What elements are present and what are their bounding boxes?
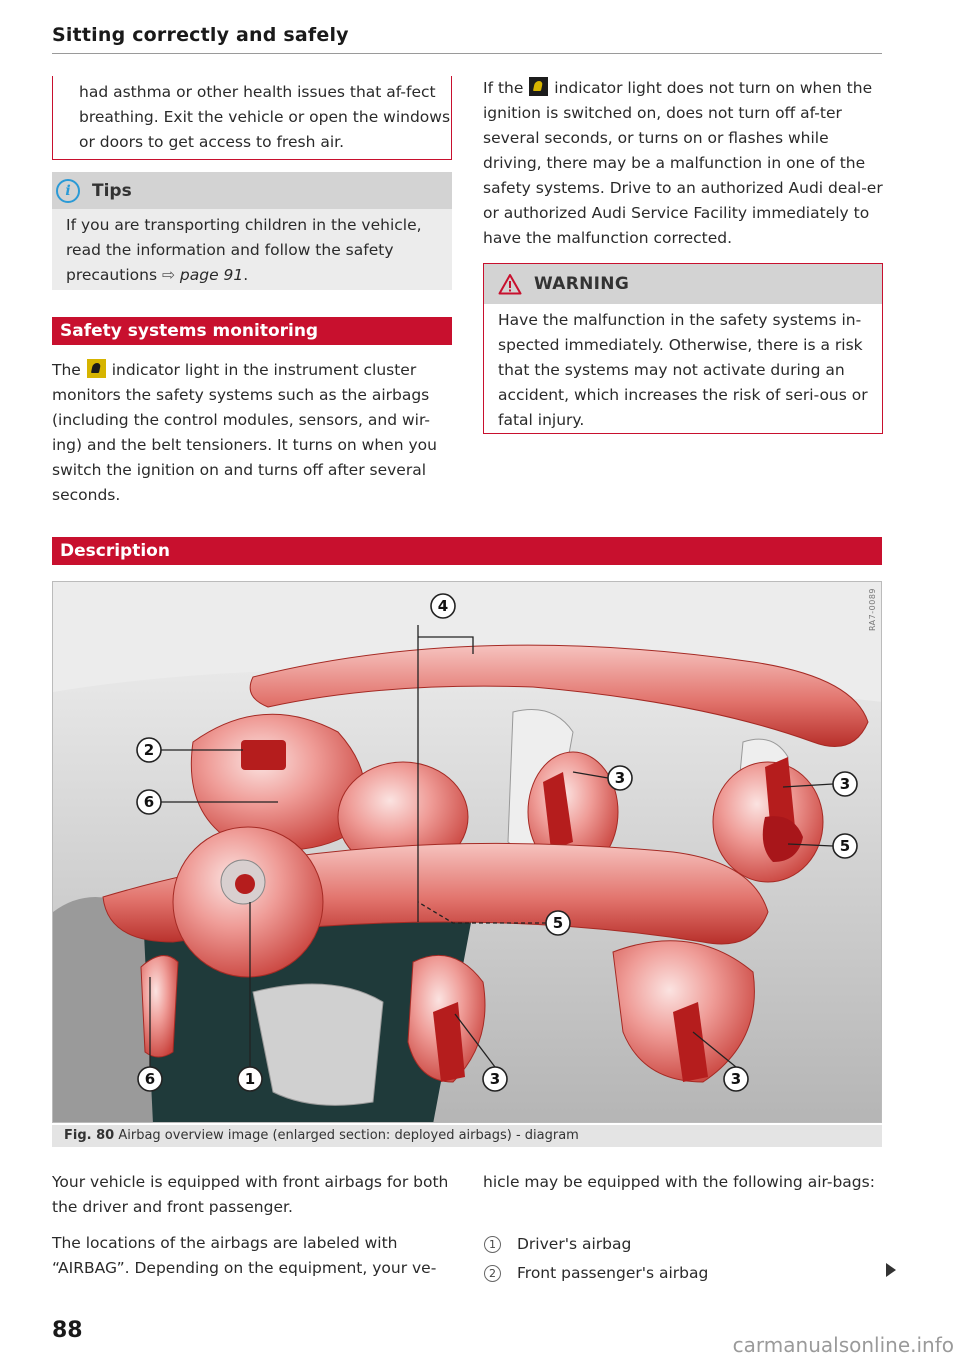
seat-cushion-shape: [253, 984, 383, 1105]
airbag-diagram-figure: [52, 581, 882, 1123]
tips-text-end: .: [243, 266, 249, 284]
description-paragraph-2: The locations of the airbags are labeled with “AIRBAG”. Depending on the equipment, your ve-: [52, 1234, 437, 1277]
continue-arrow-icon: [886, 1263, 896, 1277]
section-heading-description: [52, 537, 882, 565]
tips-body: [52, 209, 452, 288]
section-heading-monitoring: [52, 317, 452, 345]
tips-text: If you are transporting children in the vehicle, read the information and follow the safety precautions: [66, 216, 422, 284]
figure-caption-label: Fig. 80: [64, 1128, 115, 1143]
callout-6-bottom: [138, 1067, 162, 1091]
svg-text:2: 2: [143, 741, 155, 759]
callout-4: [431, 594, 455, 618]
section-heading-description-label: Description: [60, 541, 170, 561]
watermark: carmanualsonline.info: [732, 1333, 954, 1357]
malfunction-paragraph: [483, 76, 883, 251]
svg-text:3: 3: [730, 1070, 742, 1088]
warning-continued-box: [52, 76, 452, 160]
svg-text:3: 3: [489, 1070, 501, 1088]
page-reference-link[interactable]: page 91: [179, 266, 244, 284]
page-header: [52, 24, 882, 54]
malfunction-text-rest: indicator light does not turn on when the ignition is switched on, does not turn off af-ter several seconds, or turns on or flashes while driving, there may be a malfunction in one of the safety systems. Drive to an authorized Audi deal-er or authorized Audi Service Facility immediately to have the malfunction corrected.: [483, 79, 883, 247]
list-item: [483, 1230, 883, 1259]
monitoring-paragraph: [52, 358, 452, 508]
callout-3-rear-left: [608, 766, 632, 790]
description-paragraph-1: Your vehicle is equipped with front airbags for both the driver and front passenger.: [52, 1173, 449, 1216]
driver-knee-airbag: [141, 956, 178, 1057]
passenger-front-airbag: [191, 714, 365, 850]
callout-2: [137, 738, 161, 762]
monitoring-text-rest: indicator light in the instrument cluster monitors the safety systems such as the airbags (including the control modules, sensors, and wir-ing) and the belt tensioners. It turns on when you switch the ignition on and turns off after several seconds.: [52, 361, 437, 504]
callout-5-center: [546, 911, 570, 935]
section-heading-monitoring-label: Safety systems monitoring: [60, 321, 319, 341]
svg-text:5: 5: [839, 837, 851, 855]
list-item: [483, 1259, 883, 1288]
page-number: 88: [52, 1318, 83, 1343]
callout-6-top: [137, 790, 161, 814]
airbag-indicator-icon: [529, 77, 548, 96]
list-number-badge: 2: [484, 1265, 501, 1282]
svg-text:1: 1: [244, 1070, 256, 1088]
airbag-list: [483, 1230, 883, 1288]
list-item-label: Front passenger's airbag: [517, 1264, 709, 1282]
figure-caption: [52, 1125, 882, 1147]
callout-3-center: [483, 1067, 507, 1091]
airbag-indicator-icon: [87, 359, 106, 378]
svg-text:5: 5: [552, 914, 564, 932]
callout-5-right: [833, 834, 857, 858]
figure-caption-text: Airbag overview image (enlarged section: deployed airbags) - diagram: [118, 1128, 579, 1143]
svg-text:3: 3: [614, 769, 626, 787]
svg-text:4: 4: [437, 597, 449, 615]
airbag-diagram: [53, 582, 882, 1123]
list-number-badge: 1: [484, 1236, 501, 1253]
tips-title: Tips: [92, 180, 132, 201]
callout-3-bottom-right: [724, 1067, 748, 1091]
passenger-airbag-module: [241, 740, 286, 770]
warning-box: [483, 263, 883, 434]
steering-hub-center: [235, 874, 255, 894]
warning-triangle-icon: [498, 273, 522, 295]
list-item-label: Driver's airbag: [517, 1235, 632, 1253]
svg-text:3: 3: [839, 775, 851, 793]
warning-title: WARNING: [534, 274, 630, 294]
warning-body: Have the malfunction in the safety systems in-spected immediately. Otherwise, there is a risk that the systems may not activate during an accident, which increases the risk of seri-ous or fatal injury.: [498, 311, 868, 429]
callout-1: [238, 1067, 262, 1091]
svg-text:6: 6: [143, 793, 155, 811]
tips-header: [52, 172, 452, 209]
description-paragraph-3: hicle may be equipped with the following air-bags:: [483, 1173, 875, 1191]
tips-box: [52, 172, 452, 290]
warning-continued-text: had asthma or other health issues that af-fect breathing. Exit the vehicle or open the windows or doors to get access to fresh air.: [79, 83, 451, 151]
svg-text:6: 6: [144, 1070, 156, 1088]
info-icon: i: [56, 179, 80, 203]
page-reference-arrow-icon: ⇨: [161, 266, 175, 284]
page-title: Sitting correctly and safely: [52, 24, 349, 46]
monitoring-text-start: The: [52, 361, 81, 379]
callout-3-rear-right: [833, 772, 857, 796]
figure-code: RA7-0089: [868, 588, 877, 632]
warning-header: [484, 264, 882, 304]
malfunction-text-start: If the: [483, 79, 524, 97]
